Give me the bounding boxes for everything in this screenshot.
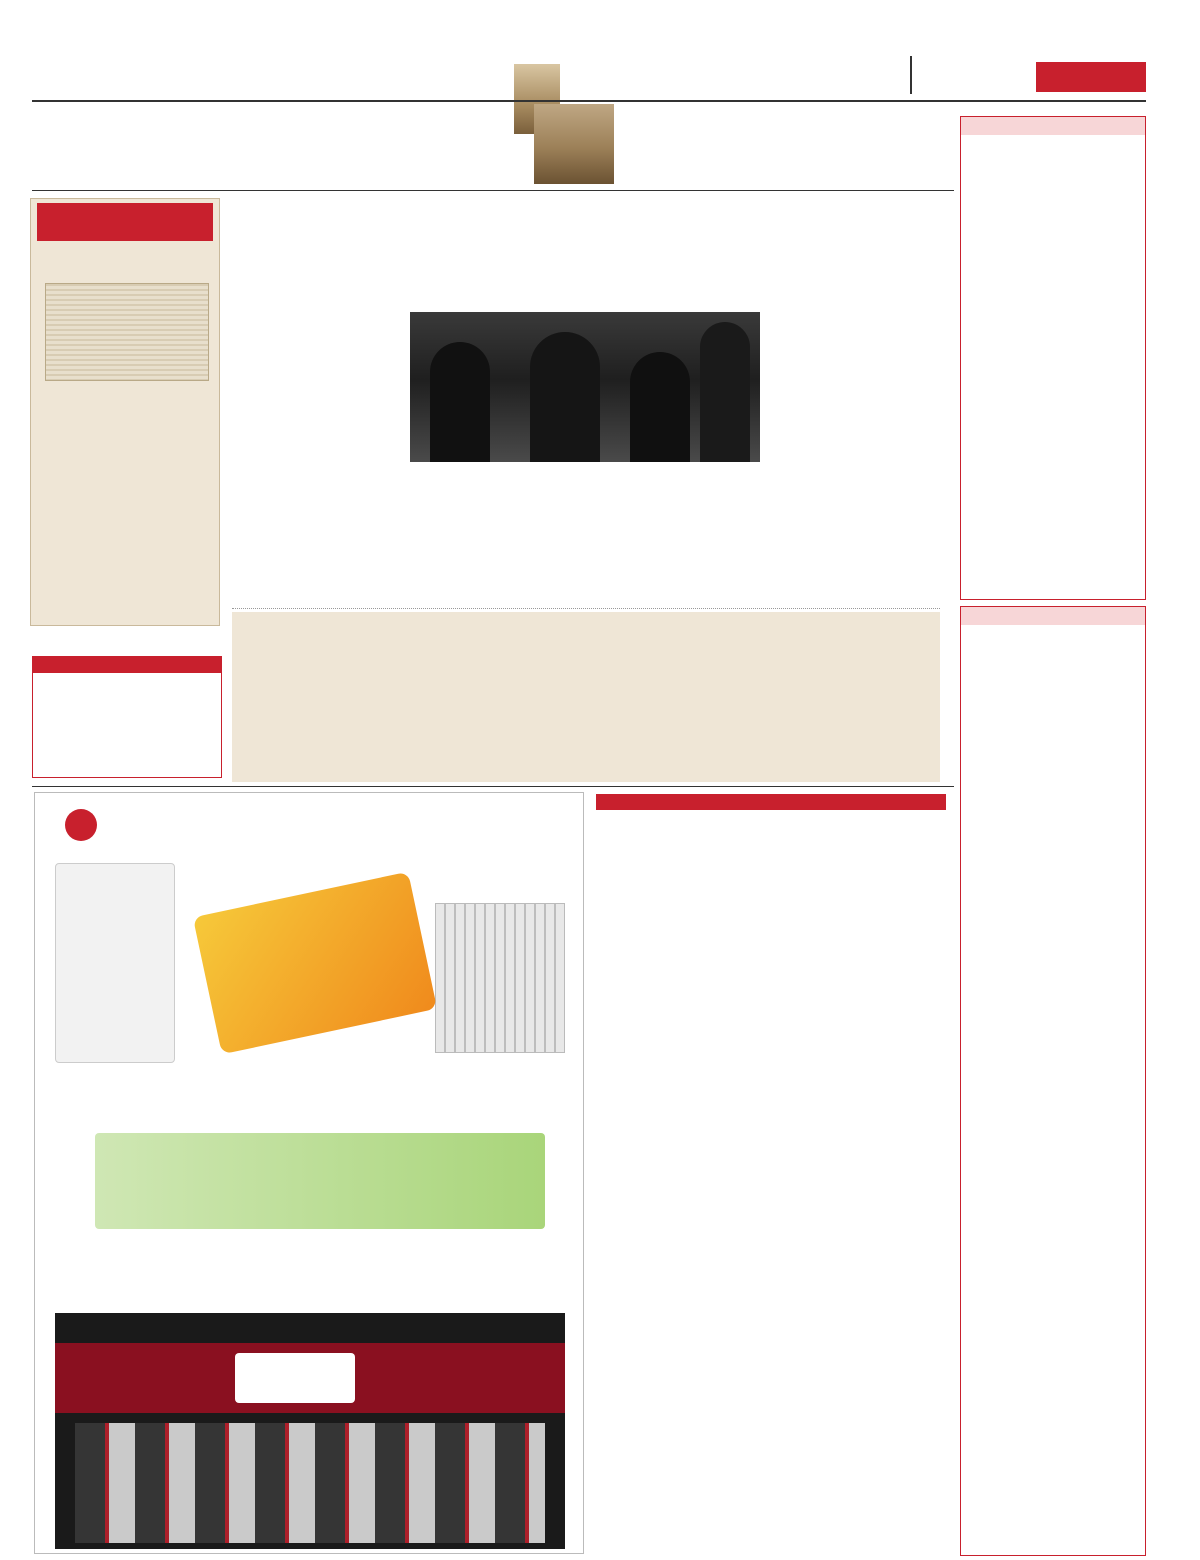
page-number	[910, 56, 946, 94]
karbala-col3	[412, 492, 584, 602]
top-story-body-b	[284, 124, 524, 184]
people-box-header	[961, 117, 1145, 135]
old-newspaper-clip	[45, 283, 209, 381]
karbala-col4	[232, 310, 404, 602]
reply-body-c	[965, 1293, 1139, 1533]
news-header	[596, 794, 946, 810]
no-title-box	[32, 656, 222, 778]
news-column	[596, 794, 946, 1554]
reply-body-b	[965, 1137, 1139, 1273]
mourners-photo	[410, 312, 760, 462]
storefront-photo	[55, 1313, 565, 1549]
radiator-image	[435, 903, 565, 1053]
people-items	[965, 193, 1139, 599]
boiler-image	[55, 863, 175, 1063]
top-story-body-a	[624, 124, 850, 184]
lg-ad[interactable]	[34, 792, 584, 1554]
storefront-lg-logo	[235, 1353, 355, 1403]
consul-body	[240, 664, 932, 774]
people-box	[960, 116, 1146, 600]
reply-box	[960, 606, 1146, 1556]
consul-box	[232, 612, 940, 782]
karbala-col1	[766, 310, 906, 602]
history-header	[37, 203, 213, 241]
reply-body-a	[965, 631, 1139, 1115]
history-box	[30, 198, 220, 626]
top-story	[32, 104, 954, 188]
masthead	[32, 58, 1146, 100]
no-title-body	[37, 679, 215, 775]
karbala-col2	[592, 466, 760, 602]
history-body	[39, 385, 211, 619]
top-story-body-c	[32, 124, 274, 184]
soldier-photo	[534, 104, 614, 184]
section-label	[1036, 62, 1146, 92]
sale-tag	[193, 872, 437, 1055]
no-title-header	[33, 657, 221, 673]
ad-green-band	[95, 1133, 545, 1229]
reply-box-header	[961, 607, 1145, 625]
storefront-sign	[435, 1353, 545, 1403]
lg-logo	[65, 807, 155, 847]
